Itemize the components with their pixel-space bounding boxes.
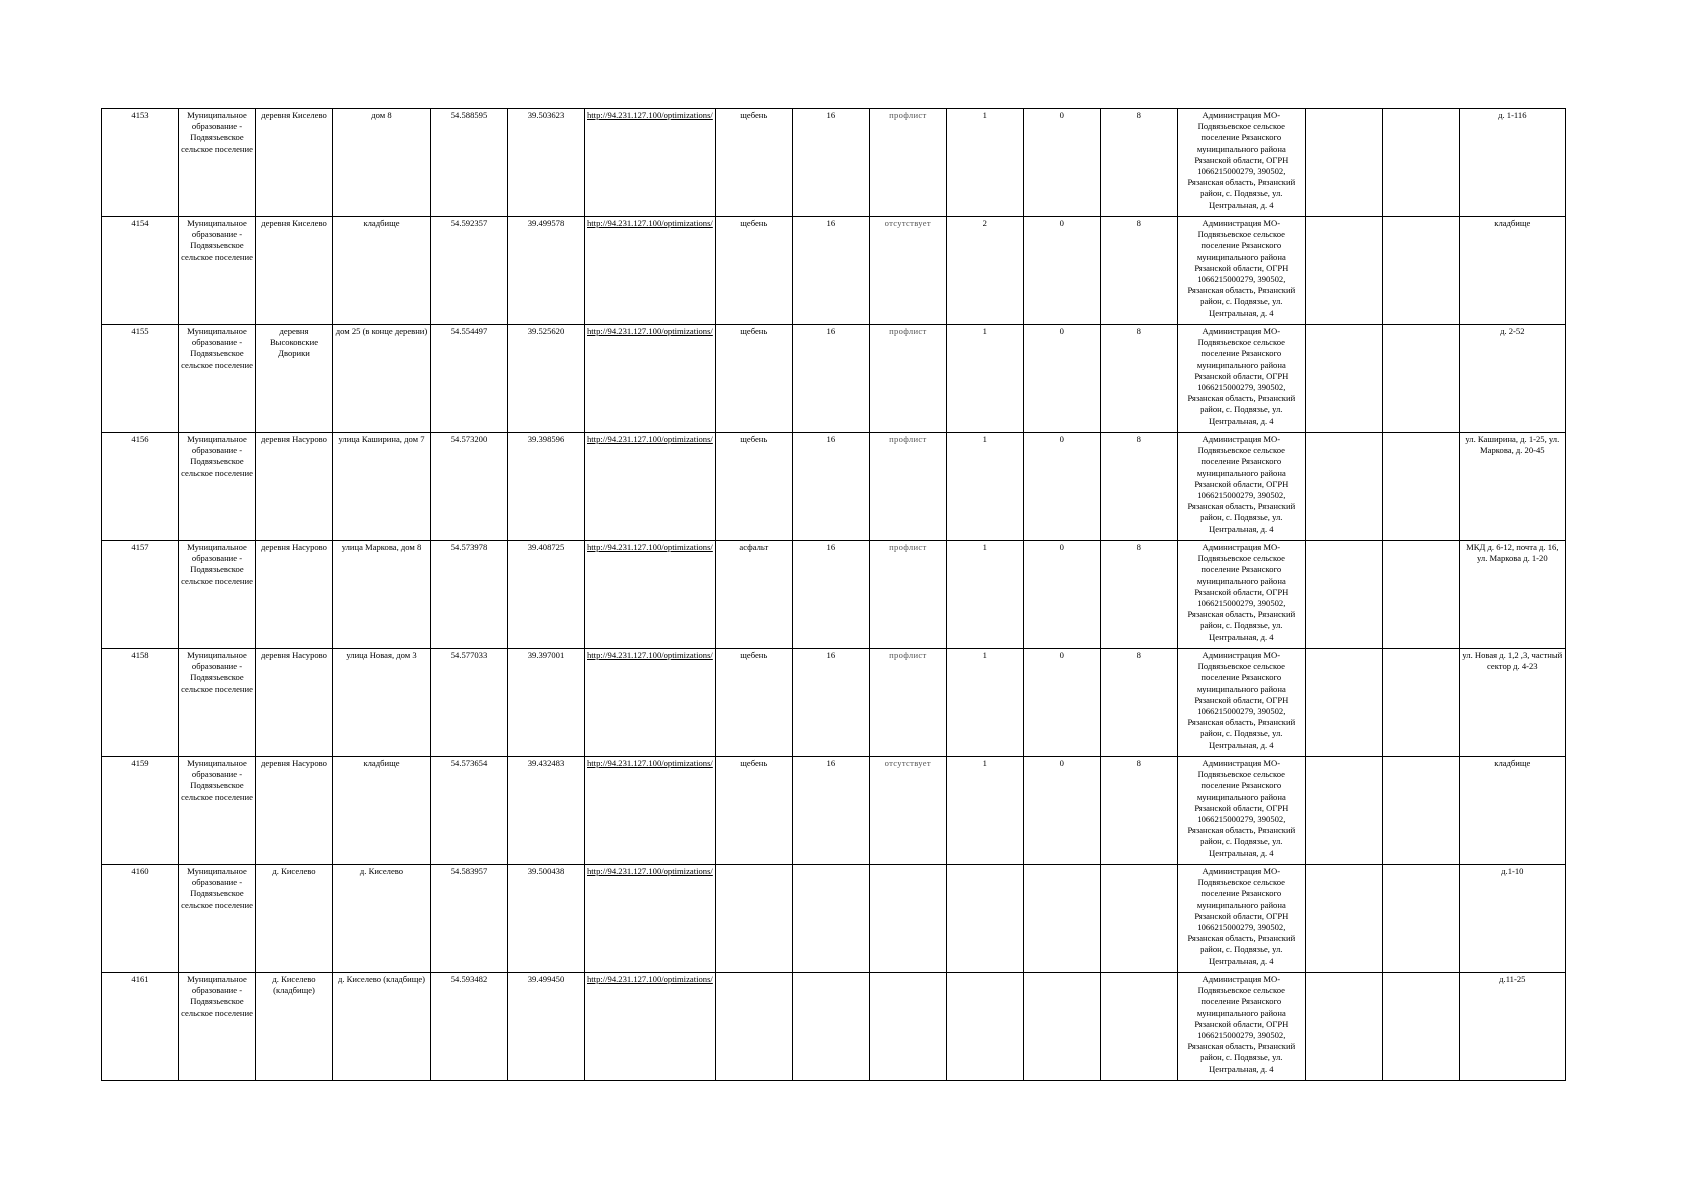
longitude-cell: 39.432483 [508, 757, 585, 865]
surface-cell: щебень [715, 757, 792, 865]
area-cell: 16 [792, 109, 869, 217]
planned-containers-cell [1023, 973, 1100, 1081]
volume-cell: 8 [1100, 541, 1177, 649]
settlement-cell: деревня Насурово [256, 433, 333, 541]
owner-cell: Администрация МО- Подвязьевское сельское поселение Рязанского муниципального района Рязанской области, ОГРН 1066215000279, 390502, Рязанская область, Рязанский район, с. Подвязье, ул. Центральная, д. 4 [1177, 433, 1305, 541]
row-number: 4158 [102, 649, 179, 757]
containers-cell: 2 [946, 217, 1023, 325]
municipality-cell: Муниципальное образование - Подвязьевское сельское поселение [179, 325, 256, 433]
planned-containers-cell: 0 [1023, 757, 1100, 865]
sources-cell: МКД д. 6-12, почта д. 16, ул. Маркова д. 1-20 [1459, 541, 1565, 649]
area-cell: 16 [792, 217, 869, 325]
planned-containers-cell: 0 [1023, 109, 1100, 217]
map-link[interactable]: http://94.231.127.100/optimizations/ [585, 757, 716, 865]
fence-cell [869, 973, 946, 1081]
sources-cell: ул. Новая д. 1,2 ,3, частный сектор д. 4-23 [1459, 649, 1565, 757]
fence-cell: профлист [869, 325, 946, 433]
empty-cell-2 [1382, 757, 1459, 865]
settlement-cell: деревня Киселево [256, 109, 333, 217]
sources-cell: д. 2-52 [1459, 325, 1565, 433]
volume-cell: 8 [1100, 649, 1177, 757]
empty-cell-2 [1382, 865, 1459, 973]
municipality-cell: Муниципальное образование - Подвязьевское сельское поселение [179, 973, 256, 1081]
row-number: 4153 [102, 109, 179, 217]
owner-cell: Администрация МО- Подвязьевское сельское поселение Рязанского муниципального района Рязанской области, ОГРН 1066215000279, 390502, Рязанская область, Рязанский район, с. Подвязье, ул. Центральная, д. 4 [1177, 217, 1305, 325]
surface-cell [715, 973, 792, 1081]
empty-cell-2 [1382, 973, 1459, 1081]
table-row [102, 217, 1566, 325]
map-link[interactable]: http://94.231.127.100/optimizations/ [585, 541, 716, 649]
owner-cell: Администрация МО- Подвязьевское сельское поселение Рязанского муниципального района Рязанской области, ОГРН 1066215000279, 390502, Рязанская область, Рязанский район, с. Подвязье, ул. Центральная, д. 4 [1177, 973, 1305, 1081]
map-link[interactable]: http://94.231.127.100/optimizations/ [585, 217, 716, 325]
fence-cell: профлист [869, 433, 946, 541]
row-number: 4154 [102, 217, 179, 325]
map-link[interactable]: http://94.231.127.100/optimizations/ [585, 973, 716, 1081]
area-cell: 16 [792, 757, 869, 865]
empty-cell-1 [1305, 325, 1382, 433]
sources-cell: д. 1-116 [1459, 109, 1565, 217]
address-cell: улица Каширина, дом 7 [333, 433, 431, 541]
fence-cell [869, 865, 946, 973]
address-cell: улица Маркова, дом 8 [333, 541, 431, 649]
volume-cell [1100, 865, 1177, 973]
map-link[interactable]: http://94.231.127.100/optimizations/ [585, 325, 716, 433]
longitude-cell: 39.408725 [508, 541, 585, 649]
municipality-cell: Муниципальное образование - Подвязьевское сельское поселение [179, 217, 256, 325]
sources-cell: кладбище [1459, 217, 1565, 325]
surface-cell: щебень [715, 649, 792, 757]
latitude-cell: 54.588595 [431, 109, 508, 217]
empty-cell-1 [1305, 649, 1382, 757]
fence-cell: отсутствует [869, 757, 946, 865]
address-cell: д. Киселево [333, 865, 431, 973]
latitude-cell: 54.573978 [431, 541, 508, 649]
area-cell: 16 [792, 325, 869, 433]
area-cell [792, 973, 869, 1081]
table-row [102, 433, 1566, 541]
planned-containers-cell [1023, 865, 1100, 973]
table-row [102, 541, 1566, 649]
latitude-cell: 54.577033 [431, 649, 508, 757]
area-cell [792, 865, 869, 973]
settlement-cell: деревня Высоковские Дворики [256, 325, 333, 433]
containers-cell [946, 973, 1023, 1081]
surface-cell: асфальт [715, 541, 792, 649]
empty-cell-2 [1382, 325, 1459, 433]
address-cell: дом 25 (в конце деревни) [333, 325, 431, 433]
row-number: 4156 [102, 433, 179, 541]
longitude-cell: 39.398596 [508, 433, 585, 541]
municipality-cell: Муниципальное образование - Подвязьевское сельское поселение [179, 865, 256, 973]
containers-cell: 1 [946, 757, 1023, 865]
fence-cell: профлист [869, 541, 946, 649]
municipality-cell: Муниципальное образование - Подвязьевское сельское поселение [179, 757, 256, 865]
latitude-cell: 54.573654 [431, 757, 508, 865]
surface-cell: щебень [715, 109, 792, 217]
row-number: 4159 [102, 757, 179, 865]
settlement-cell: д. Киселево [256, 865, 333, 973]
surface-cell [715, 865, 792, 973]
volume-cell [1100, 973, 1177, 1081]
latitude-cell: 54.592357 [431, 217, 508, 325]
planned-containers-cell: 0 [1023, 217, 1100, 325]
containers-cell: 1 [946, 109, 1023, 217]
owner-cell: Администрация МО- Подвязьевское сельское поселение Рязанского муниципального района Рязанской области, ОГРН 1066215000279, 390502, Рязанская область, Рязанский район, с. Подвязье, ул. Центральная, д. 4 [1177, 865, 1305, 973]
empty-cell-1 [1305, 109, 1382, 217]
fence-cell: отсутствует [869, 217, 946, 325]
containers-cell: 1 [946, 541, 1023, 649]
address-cell: кладбище [333, 757, 431, 865]
fence-cell: профлист [869, 109, 946, 217]
planned-containers-cell: 0 [1023, 541, 1100, 649]
sources-cell: д.11-25 [1459, 973, 1565, 1081]
surface-cell: щебень [715, 217, 792, 325]
owner-cell: Администрация МО- Подвязьевское сельское поселение Рязанского муниципального района Рязанской области, ОГРН 1066215000279, 390502, Рязанская область, Рязанский район, с. Подвязье, ул. Центральная, д. 4 [1177, 541, 1305, 649]
municipality-cell: Муниципальное образование - Подвязьевское сельское поселение [179, 109, 256, 217]
municipality-cell: Муниципальное образование - Подвязьевское сельское поселение [179, 541, 256, 649]
table-row [102, 865, 1566, 973]
longitude-cell: 39.503623 [508, 109, 585, 217]
map-link[interactable]: http://94.231.127.100/optimizations/ [585, 109, 716, 217]
containers-cell: 1 [946, 649, 1023, 757]
empty-cell-1 [1305, 541, 1382, 649]
row-number: 4155 [102, 325, 179, 433]
planned-containers-cell: 0 [1023, 433, 1100, 541]
empty-cell-1 [1305, 433, 1382, 541]
row-number: 4161 [102, 973, 179, 1081]
municipality-cell: Муниципальное образование - Подвязьевское сельское поселение [179, 649, 256, 757]
settlement-cell: деревня Насурово [256, 649, 333, 757]
containers-cell [946, 865, 1023, 973]
volume-cell: 8 [1100, 757, 1177, 865]
latitude-cell: 54.554497 [431, 325, 508, 433]
address-cell: улица Новая, дом 3 [333, 649, 431, 757]
owner-cell: Администрация МО- Подвязьевское сельское поселение Рязанского муниципального района Рязанской области, ОГРН 1066215000279, 390502, Рязанская область, Рязанский район, с. Подвязье, ул. Центральная, д. 4 [1177, 649, 1305, 757]
address-cell: д. Киселево (кладбище) [333, 973, 431, 1081]
longitude-cell: 39.499578 [508, 217, 585, 325]
surface-cell: щебень [715, 433, 792, 541]
volume-cell: 8 [1100, 109, 1177, 217]
area-cell: 16 [792, 433, 869, 541]
settlement-cell: деревня Насурово [256, 541, 333, 649]
volume-cell: 8 [1100, 325, 1177, 433]
volume-cell: 8 [1100, 433, 1177, 541]
map-link[interactable]: http://94.231.127.100/optimizations/ [585, 649, 716, 757]
owner-cell: Администрация МО- Подвязьевское сельское поселение Рязанского муниципального района Рязанской области, ОГРН 1066215000279, 390502, Рязанская область, Рязанский район, с. Подвязье, ул. Центральная, д. 4 [1177, 757, 1305, 865]
owner-cell: Администрация МО- Подвязьевское сельское поселение Рязанского муниципального района Рязанской области, ОГРН 1066215000279, 390502, Рязанская область, Рязанский район, с. Подвязье, ул. Центральная, д. 4 [1177, 325, 1305, 433]
registry-table [101, 108, 1566, 1081]
owner-cell: Администрация МО- Подвязьевское сельское поселение Рязанского муниципального района Рязанской области, ОГРН 1066215000279, 390502, Рязанская область, Рязанский район, с. Подвязье, ул. Центральная, д. 4 [1177, 109, 1305, 217]
empty-cell-2 [1382, 649, 1459, 757]
row-number: 4160 [102, 865, 179, 973]
longitude-cell: 39.499450 [508, 973, 585, 1081]
containers-cell: 1 [946, 325, 1023, 433]
longitude-cell: 39.500438 [508, 865, 585, 973]
longitude-cell: 39.397001 [508, 649, 585, 757]
empty-cell-2 [1382, 541, 1459, 649]
empty-cell-1 [1305, 865, 1382, 973]
latitude-cell: 54.593482 [431, 973, 508, 1081]
table-row [102, 757, 1566, 865]
address-cell: кладбище [333, 217, 431, 325]
settlement-cell: деревня Киселево [256, 217, 333, 325]
municipality-cell: Муниципальное образование - Подвязьевское сельское поселение [179, 433, 256, 541]
table-row [102, 973, 1566, 1081]
sources-cell: ул. Каширина, д. 1-25, ул. Маркова, д. 20-45 [1459, 433, 1565, 541]
containers-cell: 1 [946, 433, 1023, 541]
table-row [102, 649, 1566, 757]
empty-cell-1 [1305, 973, 1382, 1081]
map-link[interactable]: http://94.231.127.100/optimizations/ [585, 433, 716, 541]
latitude-cell: 54.573200 [431, 433, 508, 541]
map-link[interactable]: http://94.231.127.100/optimizations/ [585, 865, 716, 973]
sources-cell: кладбище [1459, 757, 1565, 865]
empty-cell-2 [1382, 109, 1459, 217]
settlement-cell: д. Киселево (кладбище) [256, 973, 333, 1081]
empty-cell-2 [1382, 433, 1459, 541]
volume-cell: 8 [1100, 217, 1177, 325]
surface-cell: щебень [715, 325, 792, 433]
fence-cell: профлист [869, 649, 946, 757]
empty-cell-2 [1382, 217, 1459, 325]
row-number: 4157 [102, 541, 179, 649]
area-cell: 16 [792, 541, 869, 649]
address-cell: дом 8 [333, 109, 431, 217]
planned-containers-cell: 0 [1023, 325, 1100, 433]
sources-cell: д.1-10 [1459, 865, 1565, 973]
settlement-cell: деревня Насурово [256, 757, 333, 865]
latitude-cell: 54.583957 [431, 865, 508, 973]
planned-containers-cell: 0 [1023, 649, 1100, 757]
longitude-cell: 39.525620 [508, 325, 585, 433]
table-row [102, 325, 1566, 433]
table-row [102, 109, 1566, 217]
area-cell: 16 [792, 649, 869, 757]
empty-cell-1 [1305, 757, 1382, 865]
empty-cell-1 [1305, 217, 1382, 325]
